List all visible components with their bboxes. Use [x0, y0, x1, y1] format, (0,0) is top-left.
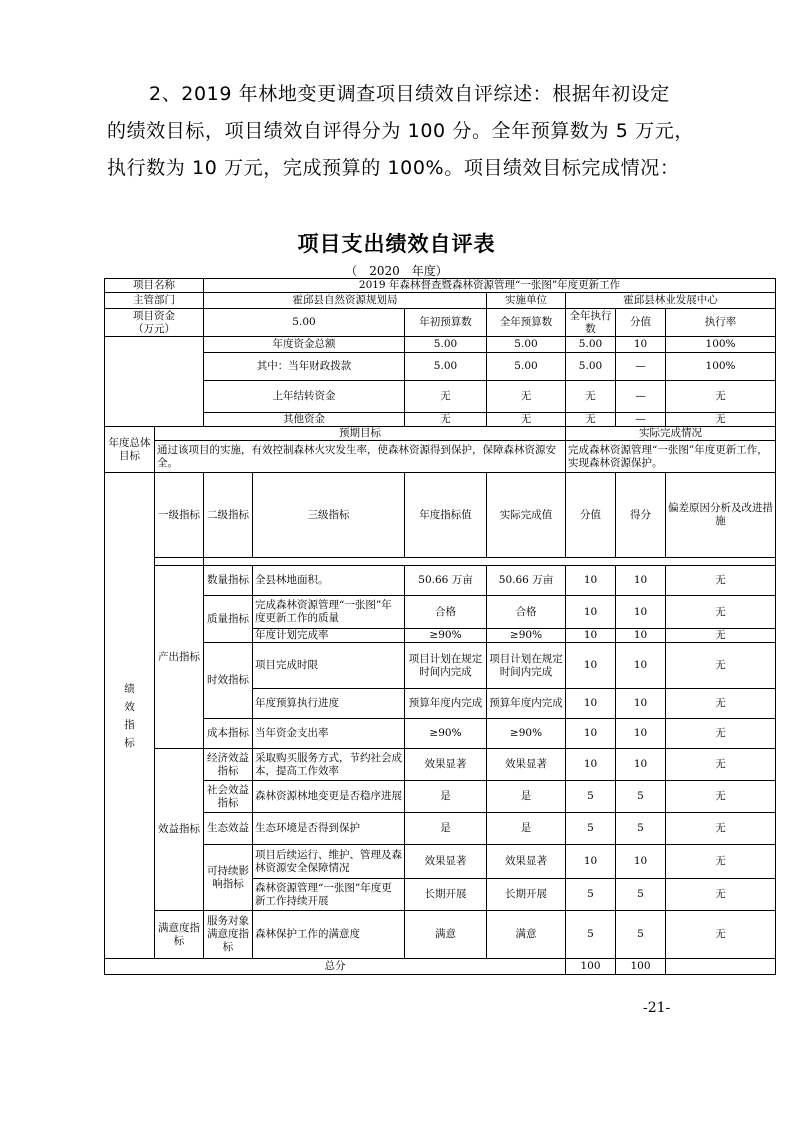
total-label: 总分 — [105, 959, 566, 975]
funds-budget: 无 — [487, 413, 566, 427]
funds-initial: 5.00 — [405, 337, 487, 353]
indicator-row — [105, 781, 776, 813]
total-value: 100 — [566, 959, 616, 975]
funds-row — [105, 337, 776, 353]
indicator-name: 森林保护工作的满意度 — [253, 911, 405, 959]
indicator-actual: 50.66 万亩 — [487, 566, 566, 596]
funds-exec: 无 — [566, 381, 616, 413]
total-blank — [666, 959, 776, 975]
funds-value: — — [616, 353, 666, 381]
indicator-annual: ≥90% — [405, 719, 487, 749]
indicator-score: 10 — [616, 643, 666, 689]
funds-row — [105, 381, 776, 413]
indicator-score: 10 — [616, 629, 666, 643]
header-exec-rate: 执行率 — [666, 309, 776, 337]
funds-blank — [105, 337, 204, 427]
indicator-annual: 效果显著 — [405, 749, 487, 781]
spacer-level1 — [155, 558, 204, 566]
spacer-cells — [204, 558, 776, 566]
benefit-label: 效益指标 — [155, 749, 204, 911]
funds-row-label: 其他资金 — [204, 413, 405, 427]
indicator-row — [105, 719, 776, 749]
indicator-annual: 项目计划在规定时间内完成 — [405, 643, 487, 689]
intro-line-2: 的绩效目标，项目绩效自评得分为 100 分。全年预算数为 5 万元， — [107, 120, 694, 142]
indicator-score: 10 — [616, 719, 666, 749]
indicator-score: 5 — [616, 879, 666, 911]
funds-budget: 5.00 — [487, 353, 566, 381]
indicator-name: 完成森林资源管理“一张图”年度更新工作的质量 — [253, 596, 405, 629]
indicator-name: 全县林地面积。 — [253, 566, 405, 596]
indicator-actual: 合格 — [487, 596, 566, 629]
level2-economic: 经济效益指标 — [204, 749, 253, 781]
row-funds-header — [105, 309, 776, 337]
indicator-annual: 效果显著 — [405, 845, 487, 879]
indicator-score: 10 — [616, 845, 666, 879]
actual-label: 实际完成情况 — [566, 427, 776, 441]
indicator-annual: 预算年度内完成 — [405, 689, 487, 719]
expected-label: 预期目标 — [155, 427, 566, 441]
level2-cost: 成本指标 — [204, 719, 253, 749]
indicator-name: 采取购买服务方式，节约社会成本，提高工作效率 — [253, 749, 405, 781]
indicator-annual: 长期开展 — [405, 879, 487, 911]
indicator-value: 10 — [566, 643, 616, 689]
indicator-score: 10 — [616, 596, 666, 629]
project-name-label: 项目名称 — [105, 279, 204, 293]
funds-label-2: （万元） — [133, 322, 175, 335]
header-full-exec: 全年执行数 — [566, 309, 616, 337]
intro-line-3: 执行数为 10 万元，完成预算的 100%。项目绩效目标完成情况： — [107, 157, 680, 179]
level2-quantity: 数量指标 — [204, 566, 253, 596]
level2-social: 社会效益指标 — [204, 781, 253, 813]
level2-ecological: 生态效益 — [204, 813, 253, 845]
indicator-value: 10 — [566, 596, 616, 629]
indicator-value: 5 — [566, 781, 616, 813]
actual-text: 完成森林资源管理“一张图”年度更新工作，实现森林资源保护。 — [566, 441, 776, 473]
funds-row-label: 年度资金总额 — [204, 337, 405, 353]
unit-value: 霍邱县林业发展中心 — [566, 293, 776, 309]
funds-row-label: 其中：当年财政拨款 — [204, 353, 405, 381]
row-spacer — [105, 558, 776, 566]
funds-row — [105, 353, 776, 381]
indicator-row — [105, 749, 776, 781]
project-name: 2019 年森林督查暨森林资源管理“一张图”年度更新工作 — [204, 279, 776, 293]
indicator-annual: 是 — [405, 813, 487, 845]
header-initial-budget: 年初预算数 — [405, 309, 487, 337]
header-score-value: 分值 — [616, 309, 666, 337]
indicator-annual: 是 — [405, 781, 487, 813]
intro-line-1: 2、2019 年林地变更调查项目绩效自评综述：根据年初设定 — [149, 83, 670, 105]
indicator-annual: 合格 — [405, 596, 487, 629]
table-title: 项目支出绩效自评表 — [297, 232, 496, 256]
indicator-name: 年度预算执行进度 — [253, 689, 405, 719]
level2-time: 时效指标 — [204, 643, 253, 719]
indicator-row — [105, 813, 776, 845]
funds-rate: 100% — [666, 353, 776, 381]
intro-paragraph — [107, 76, 697, 187]
indicator-row — [105, 911, 776, 959]
indicator-reason: 无 — [666, 689, 776, 719]
indicator-name: 森林资源管理“一张图”年度更新工作持续开展 — [253, 879, 405, 911]
header-level2: 二级指标 — [204, 473, 253, 558]
funds-row-label: 上年结转资金 — [204, 381, 405, 413]
funds-budget: 无 — [487, 381, 566, 413]
perf-label-text: 绩效指标 — [124, 682, 135, 749]
indicator-actual: 长期开展 — [487, 879, 566, 911]
funds-exec: 5.00 — [566, 353, 616, 381]
funds-budget: 5.00 — [487, 337, 566, 353]
indicator-value: 5 — [566, 911, 616, 959]
header-actual: 实际完成值 — [487, 473, 566, 558]
indicator-row — [105, 643, 776, 689]
dept-label: 主管部门 — [105, 293, 204, 309]
funds-initial: 5.00 — [405, 353, 487, 381]
indicator-value: 10 — [566, 566, 616, 596]
funds-row — [105, 413, 776, 427]
indicator-value: 5 — [566, 879, 616, 911]
indicator-value: 10 — [566, 629, 616, 643]
page-number: -21- — [643, 1000, 671, 1016]
indicator-actual: 是 — [487, 813, 566, 845]
funds-initial: 无 — [405, 413, 487, 427]
level2-sustainable: 可持续影响指标 — [204, 845, 253, 911]
indicator-row — [105, 845, 776, 879]
funds-label-1: 项目资金 — [133, 309, 175, 322]
goal-label: 年度总体目标 — [105, 427, 155, 473]
indicator-actual: 项目计划在规定时间内完成 — [487, 643, 566, 689]
funds-top-value: 5.00 — [204, 309, 405, 337]
funds-initial: 无 — [405, 381, 487, 413]
indicator-annual: ≥90% — [405, 629, 487, 643]
indicator-name: 森林资源林地变更是否稳序进展 — [253, 781, 405, 813]
header-got: 得分 — [616, 473, 666, 558]
row-indicator-header — [105, 473, 776, 558]
indicator-score: 10 — [616, 749, 666, 781]
row-goal-header — [105, 427, 776, 441]
header-reason: 偏差原因分析及改进措施 — [666, 473, 776, 558]
funds-label — [105, 309, 204, 337]
expected-text: 通过该项目的实施，有效控制森林火灾发生率，使森林资源得到保护，保障森林资源安全。 — [155, 441, 566, 473]
funds-value: — — [616, 413, 666, 427]
header-annual: 年度指标值 — [405, 473, 487, 558]
indicator-actual: 是 — [487, 781, 566, 813]
indicator-value: 10 — [566, 719, 616, 749]
indicator-reason: 无 — [666, 596, 776, 629]
indicator-value: 10 — [566, 845, 616, 879]
satisfaction-label: 满意度指标 — [155, 911, 204, 959]
funds-rate: 无 — [666, 413, 776, 427]
indicator-score: 10 — [616, 566, 666, 596]
indicator-actual: 效果显著 — [487, 845, 566, 879]
row-total — [105, 959, 776, 975]
indicator-reason: 无 — [666, 845, 776, 879]
indicator-reason: 无 — [666, 879, 776, 911]
indicator-actual: 效果显著 — [487, 749, 566, 781]
funds-exec: 无 — [566, 413, 616, 427]
indicator-annual: 满意 — [405, 911, 487, 959]
indicator-row — [105, 596, 776, 629]
output-label: 产出指标 — [155, 566, 204, 749]
header-level1: 一级指标 — [155, 473, 204, 558]
row-dept — [105, 293, 776, 309]
header-level3: 三级指标 — [253, 473, 405, 558]
unit-label: 实施单位 — [487, 293, 566, 309]
indicator-row — [105, 566, 776, 596]
funds-exec: 5.00 — [566, 337, 616, 353]
indicator-value: 10 — [566, 749, 616, 781]
indicator-reason: 无 — [666, 643, 776, 689]
level2-service: 服务对象满意度指标 — [204, 911, 253, 959]
indicator-actual: 预算年度内完成 — [487, 689, 566, 719]
indicator-reason: 无 — [666, 781, 776, 813]
total-score: 100 — [616, 959, 666, 975]
indicator-reason: 无 — [666, 629, 776, 643]
row-project-name — [105, 279, 776, 293]
self-evaluation-table — [104, 278, 776, 975]
indicator-value: 10 — [566, 689, 616, 719]
indicator-name: 生态环境是否得到保护 — [253, 813, 405, 845]
indicator-score: 10 — [616, 689, 666, 719]
indicator-name: 当年资金支出率 — [253, 719, 405, 749]
indicator-name: 项目后续运行、维护、管理及森林资源安全保障情况 — [253, 845, 405, 879]
funds-value: 10 — [616, 337, 666, 353]
funds-rate: 100% — [666, 337, 776, 353]
indicator-value: 5 — [566, 813, 616, 845]
funds-rate: 无 — [666, 381, 776, 413]
indicator-score: 5 — [616, 781, 666, 813]
indicator-reason: 无 — [666, 719, 776, 749]
level2-quality: 质量指标 — [204, 596, 253, 643]
indicator-score: 5 — [616, 911, 666, 959]
indicator-reason: 无 — [666, 566, 776, 596]
indicator-reason: 无 — [666, 813, 776, 845]
indicator-actual: ≥90% — [487, 719, 566, 749]
dept-value: 霍邱县自然资源规划局 — [204, 293, 487, 309]
funds-value: — — [616, 381, 666, 413]
indicator-actual: ≥90% — [487, 629, 566, 643]
perf-label — [105, 473, 155, 959]
header-full-budget: 全年预算数 — [487, 309, 566, 337]
indicator-annual: 50.66 万亩 — [405, 566, 487, 596]
indicator-actual: 满意 — [487, 911, 566, 959]
indicator-name: 项目完成时限 — [253, 643, 405, 689]
indicator-score: 5 — [616, 813, 666, 845]
table-year: （ 2020 年度） — [345, 264, 448, 278]
indicator-reason: 无 — [666, 749, 776, 781]
header-value: 分值 — [566, 473, 616, 558]
row-goal-text — [105, 441, 776, 473]
indicator-name: 年度计划完成率 — [253, 629, 405, 643]
indicator-reason: 无 — [666, 911, 776, 959]
